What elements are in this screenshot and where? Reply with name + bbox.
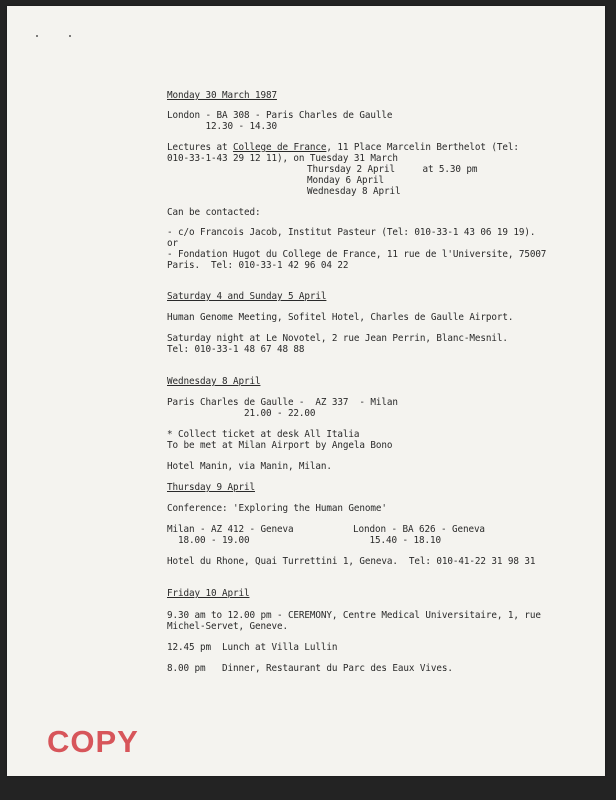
lectures-line: [167, 142, 519, 153]
ceremony-line: 9.30 am to 12.00 pm - CEREMONY, Centre Medical Universitaire, 1, rue: [167, 610, 541, 621]
lectures-prefix: Lectures at: [167, 142, 233, 153]
copy-stamp: COPY: [47, 724, 139, 759]
hotel-phone: Tel: 010-33-1 48 67 48 88: [167, 344, 305, 355]
ceremony-line: Michel-Servet, Geneve.: [167, 621, 288, 632]
lectures-line: Wednesday 8 April: [307, 186, 401, 197]
hotel-line: Saturday night at Le Novotel, 2 rue Jean Perrin, Blanc-Mesnil.: [167, 333, 508, 344]
section-heading-monday-30-march: Monday 30 March 1987: [167, 90, 277, 101]
dinner-line: 8.00 pm Dinner, Restaurant du Parc des Eaux Vives.: [167, 663, 453, 674]
note-line: To be met at Milan Airport by Angela Bono: [167, 440, 393, 451]
lectures-line: 010-33-1-43 29 12 11), on Tuesday 31 March: [167, 153, 398, 164]
flight-times: 18.00 - 19.00: [167, 535, 250, 546]
section-heading-saturday-sunday: Saturday 4 and Sunday 5 April: [167, 291, 327, 302]
flight-line: London - BA 626 - Geneva: [353, 524, 485, 535]
hotel-line: Hotel du Rhone, Quai Turrettini 1, Geneva. Tel: 010-41-22 31 98 31: [167, 556, 536, 567]
contact-line: Paris. Tel: 010-33-1 42 96 04 22: [167, 260, 349, 271]
page-speck: [69, 35, 71, 37]
section-heading-wednesday-8-april: Wednesday 8 April: [167, 376, 261, 387]
contact-line: or: [167, 238, 178, 249]
note-line: * Collect ticket at desk All Italia: [167, 429, 360, 440]
lunch-line: 12.45 pm Lunch at Villa Lullin: [167, 642, 338, 653]
flight-line: Milan - AZ 412 - Geneva: [167, 524, 294, 535]
document-page: [7, 6, 605, 776]
hotel-line: Hotel Manin, via Manin, Milan.: [167, 461, 332, 472]
conference-line: Conference: 'Exploring the Human Genome': [167, 503, 387, 514]
lectures-address: , 11 Place Marcelin Berthelot (Tel:: [326, 142, 519, 153]
lectures-line: Monday 6 April: [307, 175, 384, 186]
contact-line: - Fondation Hugot du College de France, 11 rue de l'Universite, 75007: [167, 249, 547, 260]
contact-line: - c/o Francois Jacob, Institut Pasteur (Tel: 010-33-1 43 06 19 19).: [167, 227, 536, 238]
contact-heading: Can be contacted:: [167, 207, 261, 218]
section-heading-friday-10-april: Friday 10 April: [167, 588, 250, 599]
college-de-france-text: College de France: [232, 142, 327, 153]
lectures-line: Thursday 2 April at 5.30 pm: [307, 164, 478, 175]
flight-line: Paris Charles de Gaulle - AZ 337 - Milan: [167, 397, 398, 408]
meeting-line: Human Genome Meeting, Sofitel Hotel, Charles de Gaulle Airport.: [167, 312, 514, 323]
flight-times: 15.40 - 18.10: [353, 535, 441, 546]
page-speck: [36, 35, 38, 37]
flight-times: 12.30 - 14.30: [167, 121, 277, 132]
flight-times: 21.00 - 22.00: [167, 408, 316, 419]
section-heading-thursday-9-april: Thursday 9 April: [167, 482, 255, 493]
flight-line: London - BA 308 - Paris Charles de Gaulle: [167, 110, 393, 121]
